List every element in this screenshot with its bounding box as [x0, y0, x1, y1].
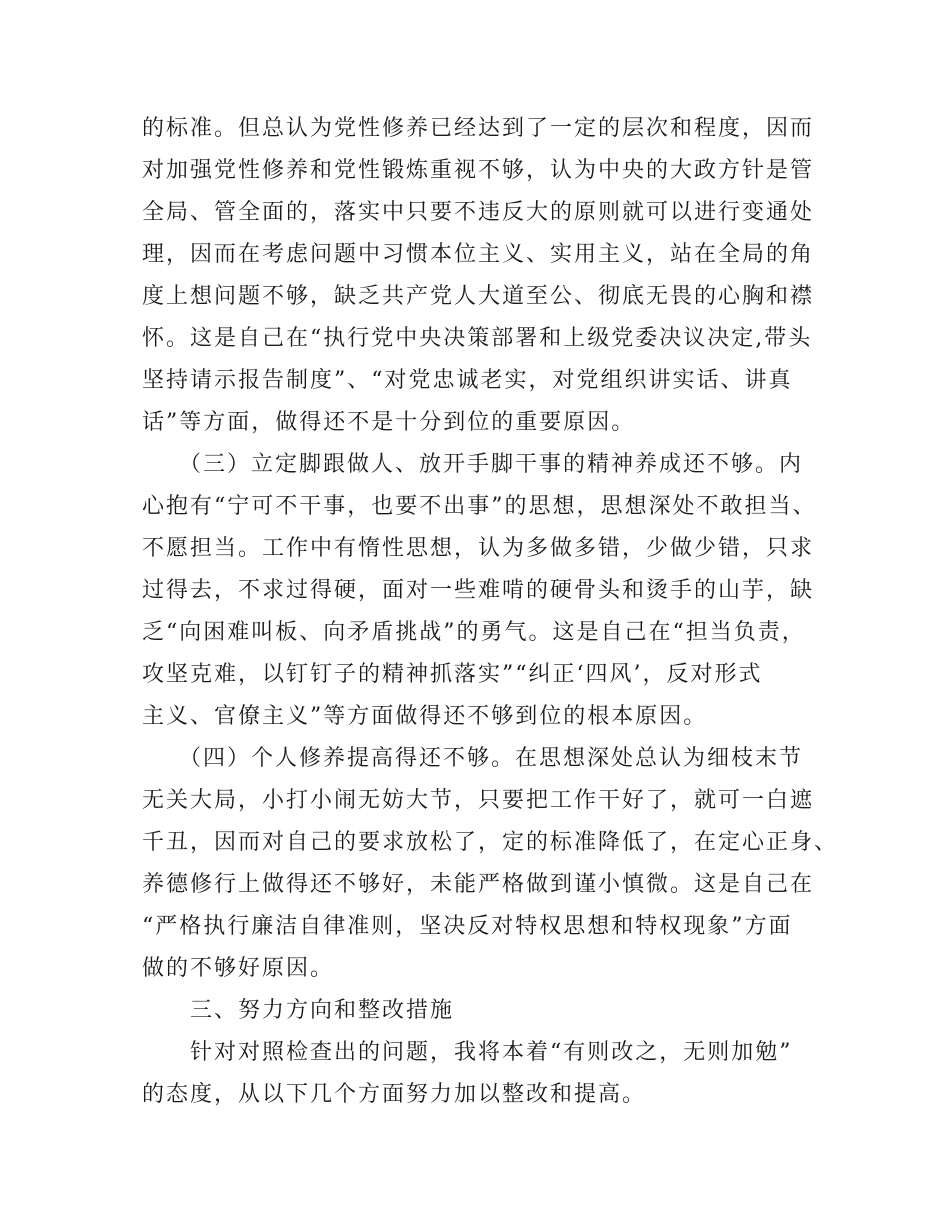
document-body [142, 108, 839, 1116]
text-line: 度上想问题不够，缺乏共产党人大道至公、彻底无畏的心胸和襟 [142, 284, 815, 309]
text-line: 乏“向困难叫板、向矛盾挑战”的勇气。这是自己在“担当负责， [142, 620, 806, 645]
text-line: 对加强党性修养和党性锻炼重视不够，认为中央的大政方针是管 [142, 158, 815, 183]
text-line: 怀。这是自己在“执行党中央决策部署和上级党委决议决定,带头 [142, 326, 813, 351]
text-line: 无关大局，小打小闹无妨大节，只要把工作干好了，就可一白遮 [142, 788, 815, 813]
text-line: 养德修行上做得还不够好，未能严格做到谨小慎微。这是自己在 [142, 872, 815, 897]
text-line: 千丑，因而对自己的要求放松了，定的标准降低了，在定心正身、 [142, 830, 839, 855]
paragraph-heading-line: （三）立定脚跟做人、放开手脚干事的精神养成还不够。内 [142, 452, 804, 477]
paragraph-heading-line: （四）个人修养提高得还不够。在思想深处总认为细枝末节 [142, 746, 804, 771]
text-line: 的态度，从以下几个方面努力加以整改和提高。 [142, 1082, 647, 1107]
text-line: 坚持请示报告制度”、“对党忠诚老实，对党组织讲实话、讲真 [142, 368, 793, 393]
text-line: 攻坚克难，以钉钉子的精神抓落实”“纠正‘四风’，反对形式 [142, 662, 763, 687]
text-line: 做的不够好原因。 [142, 956, 335, 981]
text-line: 过得去，不求过得硬，面对一些难啃的硬骨头和烫手的山芋，缺 [142, 578, 815, 603]
text-line: 的标准。但总认为党性修养已经达到了一定的层次和程度，因而 [142, 116, 815, 141]
text-line: 话”等方面，做得还不是十分到位的重要原因。 [142, 410, 636, 435]
text-line: 心抱有“宁可不干事，也要不出事”的思想，思想深处不敢担当、 [142, 494, 817, 519]
text-line: 全局、管全面的，落实中只要不违反大的原则就可以进行变通处 [142, 200, 815, 225]
text-line: 主义、官僚主义”等方面做得还不够到位的根本原因。 [142, 704, 708, 729]
text-line: “严格执行廉洁自律准则，坚决反对特权思想和特权现象”方面 [142, 914, 793, 939]
text-line: 不愿担当。工作中有惰性思想，认为多做多错，少做少错，只求 [142, 536, 815, 561]
text-line: 针对对照检查出的问题，我将本着“有则改之，无则加勉” [142, 1040, 793, 1065]
section-heading: 三、努力方向和整改措施 [142, 998, 455, 1023]
text-line: 理，因而在考虑问题中习惯本位主义、实用主义，站在全局的角 [142, 242, 815, 267]
